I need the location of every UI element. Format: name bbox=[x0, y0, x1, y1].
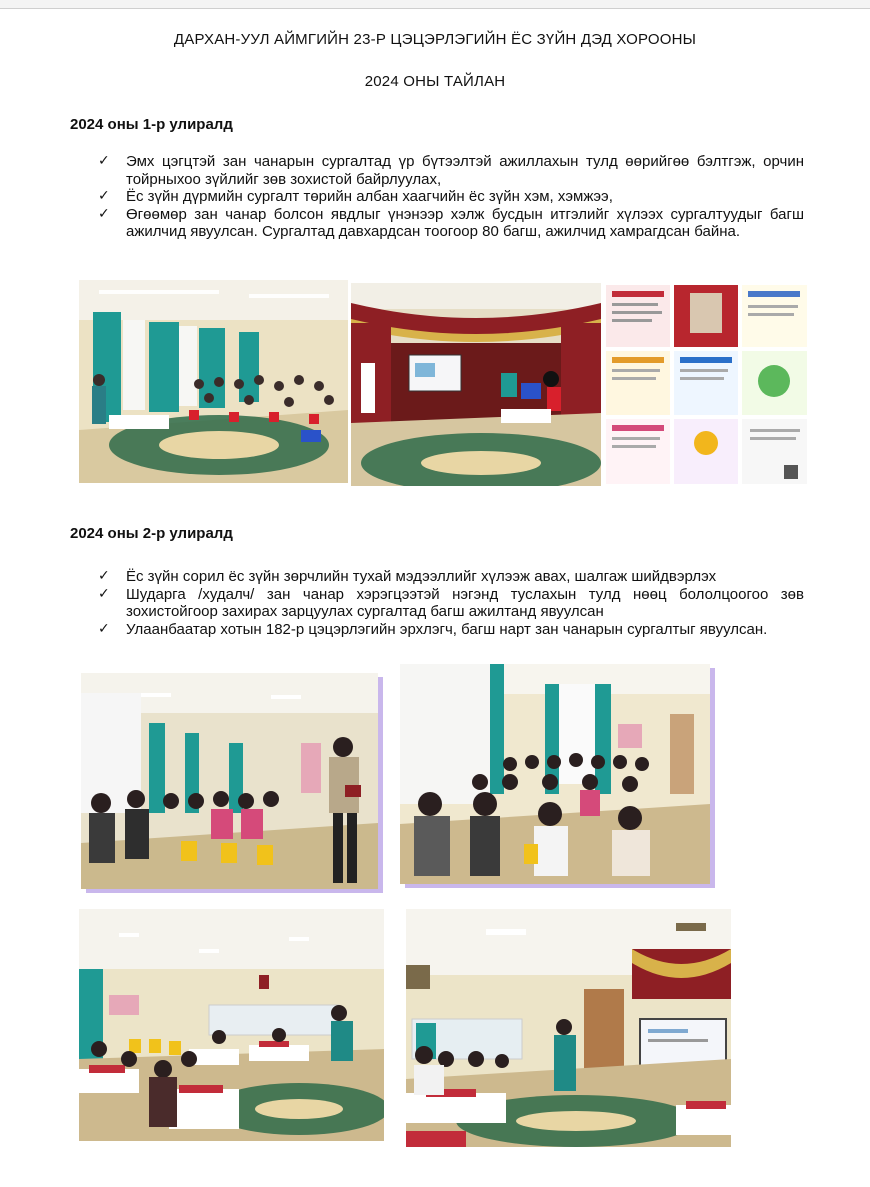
check-icon: ✓ bbox=[98, 205, 110, 222]
check-icon: ✓ bbox=[98, 153, 110, 169]
section-1-list bbox=[98, 153, 804, 241]
list-item: ✓ Ёс зүйн сорил ёс зүйн зөрчлийн тухай мэдээллийг хүлээж авах, шалгаж шийдвэрлэх bbox=[98, 568, 717, 585]
photo-seminar-speaker bbox=[81, 673, 378, 889]
photo-stage-presentation bbox=[351, 283, 601, 486]
list-item: ✓ Улаанбаатар хотын 182-р цэцэрлэгийн эрхлэгч, багш нарт зан чанарын сургалтыг явуулсан. bbox=[98, 620, 768, 638]
check-icon: ✓ bbox=[98, 568, 110, 584]
photo-seminar-audience bbox=[400, 664, 710, 884]
list-item: ✓ Эмх цэгцтэй зан чанарын сургалтад үр бүтээлтэй ажиллахын тулд өөрийгөө бэлтгэж, орчин тойрныхоо зүйлийг зөв зохистой байрлуулах, bbox=[98, 153, 804, 188]
document-title-line-2: 2024 ОНЫ ТАЙЛАН bbox=[364, 73, 506, 90]
check-icon: ✓ bbox=[98, 188, 110, 204]
photo-poster-collage bbox=[604, 283, 809, 486]
photo-classroom-screen bbox=[406, 909, 731, 1147]
viewer-top-bar bbox=[0, 0, 870, 9]
section-2-heading: 2024 оны 2-р улиралд bbox=[70, 525, 233, 542]
list-item: ✓ Өгөөмөр зан чанар болсон явдлыг үнэнээр хэлж бусдын итгэлийг хүлээх сургалтуудыг багш ажилчид явуулсан. Сургалтад давхардсан тоогоор 80 багш, ажилчид хамрагдсан байна. bbox=[98, 205, 804, 240]
section-1-heading: 2024 оны 1-р улиралд bbox=[70, 116, 233, 133]
list-item: ✓ Шударга /худалч/ зан чанар хэрэгцээтэй нэгэнд туслахын тулд нөөц бололцоогоо зөв зохистойгоор захирах зарцуулах сургалтад багш ажилтанд явуулсан bbox=[98, 585, 804, 620]
photo-training-room-1 bbox=[79, 280, 348, 483]
check-icon: ✓ bbox=[98, 620, 110, 637]
photo-classroom-tables bbox=[79, 909, 384, 1141]
document-title-line-1: ДАРХАН-УУЛ АЙМГИЙН 23-Р ЦЭЦЭРЛЭГИЙН ЁС ЗҮЙН ДЭД ХОРООНЫ bbox=[173, 31, 697, 48]
section-2-list bbox=[98, 568, 804, 638]
check-icon: ✓ bbox=[98, 585, 110, 602]
list-item: ✓ Ёс зүйн дүрмийн сургалт төрийн албан хаагчийн ёс зүйн хэм, хэмжээ, bbox=[98, 188, 613, 205]
